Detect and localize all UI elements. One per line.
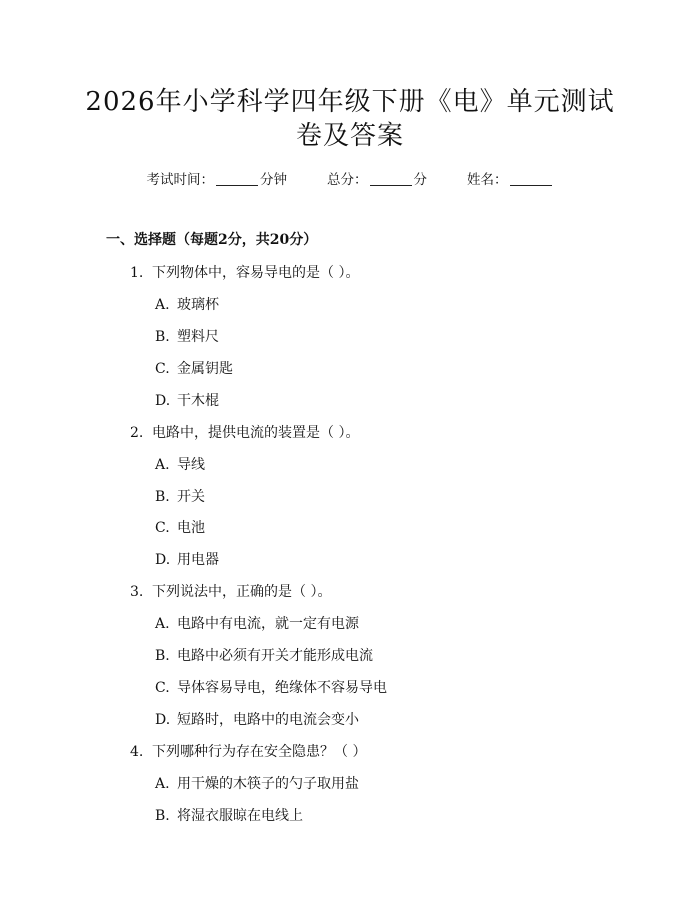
- question-2-option-c[interactable]: [155, 517, 205, 537]
- exam-time-unit: 分钟: [260, 172, 287, 188]
- option-text: 塑料尺: [177, 329, 219, 345]
- question-number: 4.: [130, 744, 144, 760]
- question-3-option-d[interactable]: [155, 709, 359, 729]
- option-letter: C.: [155, 680, 170, 696]
- question-1: [130, 262, 359, 282]
- total-score-field: [327, 168, 427, 188]
- question-number: 2.: [130, 425, 144, 441]
- exam-time-blank[interactable]: [216, 171, 258, 186]
- question-2-option-b[interactable]: [155, 486, 205, 506]
- question-1-option-d[interactable]: [155, 390, 219, 410]
- question-4-option-b[interactable]: [155, 805, 303, 825]
- exam-info-row: [0, 168, 700, 188]
- page-title-line-2: 卷及答案: [295, 121, 404, 151]
- option-text: 干木棍: [177, 393, 219, 409]
- option-text: 开关: [177, 489, 205, 505]
- question-2-option-d[interactable]: [155, 549, 219, 569]
- question-3-option-c[interactable]: [155, 677, 387, 697]
- total-score-blank[interactable]: [370, 171, 412, 186]
- question-number: 1.: [130, 265, 144, 281]
- question-3-option-a[interactable]: [155, 613, 359, 633]
- question-text: 下列哪种行为存在安全隐患？（ ）: [152, 744, 367, 760]
- option-letter: B.: [155, 648, 170, 664]
- student-name-field: [467, 168, 554, 188]
- total-score-label: 总分：: [327, 172, 368, 188]
- option-letter: B.: [155, 489, 170, 505]
- option-letter: B.: [155, 329, 170, 345]
- question-1-option-b[interactable]: [155, 326, 219, 346]
- option-letter: C.: [155, 361, 170, 377]
- question-text: 下列说法中，正确的是（ ）。: [152, 584, 332, 600]
- question-3-option-b[interactable]: [155, 645, 373, 665]
- option-letter: A.: [155, 297, 170, 313]
- option-letter: D.: [155, 712, 171, 728]
- option-text: 电路中必须有开关才能形成电流: [177, 648, 373, 664]
- option-text: 金属钥匙: [177, 361, 233, 377]
- question-text: 下列物体中，容易导电的是（ ）。: [152, 265, 360, 281]
- option-text: 将湿衣服晾在电线上: [177, 808, 303, 824]
- option-text: 用电器: [177, 552, 219, 568]
- total-score-unit: 分: [413, 172, 427, 188]
- student-name-label: 姓名：: [467, 172, 508, 188]
- option-text: 导线: [177, 457, 205, 473]
- exam-time-label: 考试时间：: [146, 172, 214, 188]
- question-4: [130, 741, 366, 761]
- question-number: 3.: [130, 584, 144, 600]
- option-letter: A.: [155, 457, 170, 473]
- option-text: 电路中有电流，就一定有电源: [177, 616, 359, 632]
- question-3: [130, 581, 331, 601]
- option-letter: B.: [155, 808, 170, 824]
- question-2: [130, 422, 359, 442]
- exam-time-field: [147, 168, 288, 188]
- option-text: 短路时，电路中的电流会变小: [177, 712, 359, 728]
- option-letter: C.: [155, 520, 170, 536]
- question-4-option-a[interactable]: [155, 773, 359, 793]
- question-text: 电路中，提供电流的装置是（ ）。: [152, 425, 360, 441]
- page-title-line-1: 2026年小学科学四年级下册《电》单元测试: [85, 87, 615, 117]
- option-letter: D.: [155, 552, 171, 568]
- option-text: 导体容易导电，绝缘体不容易导电: [177, 680, 387, 696]
- option-text: 玻璃杯: [177, 297, 219, 313]
- option-text: 用干燥的木筷子的勺子取用盐: [177, 776, 359, 792]
- option-letter: D.: [155, 393, 171, 409]
- student-name-blank[interactable]: [510, 171, 552, 186]
- section-heading: 一、选择题（每题2分，共20分）: [106, 232, 318, 248]
- question-2-option-a[interactable]: [155, 454, 205, 474]
- option-letter: A.: [155, 616, 170, 632]
- option-text: 电池: [177, 520, 205, 536]
- question-1-option-c[interactable]: [155, 358, 233, 378]
- option-letter: A.: [155, 776, 170, 792]
- question-1-option-a[interactable]: [155, 294, 219, 314]
